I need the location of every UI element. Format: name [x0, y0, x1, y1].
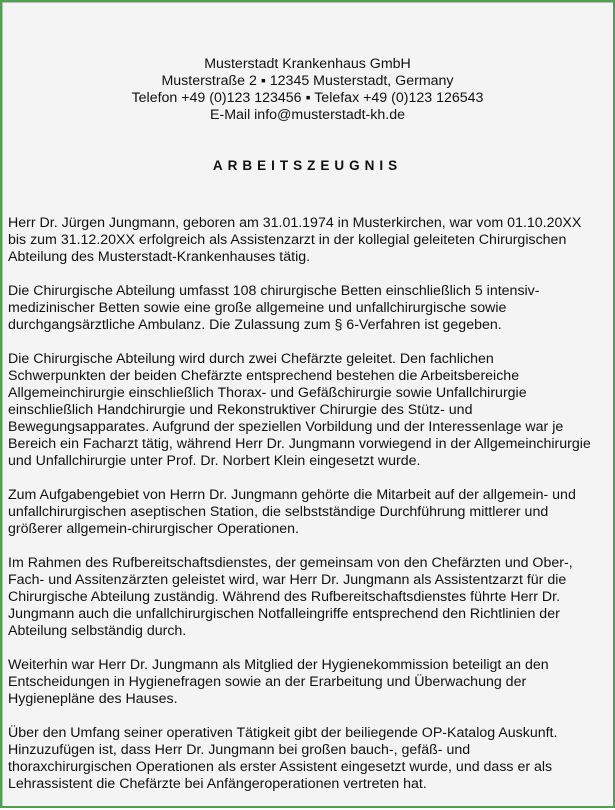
company-address: Musterstraße 2 ▪ 12345 Musterstadt, Germany [161, 73, 454, 89]
text-line: Lehrassistent die Chefärzte bei Anfängeroperationen vertreten hat. [8, 776, 427, 792]
text-line: Bewegungsapparates. Aufgrund der speziellen Vorbildung und der Interessenlage war je [8, 419, 564, 435]
paragraph [8, 555, 612, 640]
document-title: ARBEITSZEUGNIS [212, 158, 403, 173]
text-line: Abteilung selbständig durch. [8, 623, 187, 639]
text-line: Im Rahmen des Rufbereitschaftsdienstes, der gemeinsam von den Chefärzten und Ober-, [8, 555, 573, 571]
text-line: Entscheidungen in Hygienefragen sowie an der Erarbeitung und Überwachung der [8, 674, 527, 690]
text-line: Die Chirurgische Abteilung umfasst 108 chirurgische Betten einschließlich 5 intensiv- [8, 283, 540, 299]
text-line: Schwerpunkten der beiden Chefärzte entsprechend bestehen die Arbeitsbereiche [8, 368, 520, 384]
text-line: Jungmann auch die unfallchirurgischen Notfalleingriffe entsprechend den Richtlinien der [8, 606, 560, 622]
company-phone-fax: Telefon +49 (0)123 123456 ▪ Telefax +49 (0)123 126543 [131, 90, 484, 106]
text-line: einschließlich Handchirurgie und Rekonstruktiver Chirurgie des Stütz- und [8, 402, 473, 418]
text-line: bis zum 31.12.20XX erfolgreich als Assistenzarzt in der kollegial geleiteten Chirurgischen [8, 232, 567, 248]
text-line: thoraxchirurgischen Operationen als erster Assistent eingesetzt wurde, und dass er als [8, 759, 553, 775]
text-line: Abteilung des Musterstadt-Krankenhauses tätig. [8, 249, 311, 265]
company-email: E-Mail info@musterstadt-kh.de [210, 107, 405, 123]
text-line: Bereich ein Facharzt tätig, während Herr Dr. Jungmann vorwiegend in der Allgemeinchirurgie [8, 436, 591, 452]
text-line: Weiterhin war Herr Dr. Jungmann als Mitglied der Hygienekommission beteiligt an den [8, 657, 549, 673]
text-line: Allgemeinchirurgie einschließlich Thorax- und Gefäßchirurgie sowie Unfallchirurgie [8, 385, 527, 401]
letterhead [2, 56, 613, 124]
text-line: Über den Umfang seiner operativen Tätigkeit gibt der beiliegende OP-Katalog Auskunft. [8, 725, 558, 741]
text-line: Zum Aufgabengebiet von Herrn Dr. Jungmann gehörte die Mitarbeit auf der allgemein- und [8, 487, 576, 503]
paragraph [8, 351, 612, 470]
paragraph [8, 725, 612, 793]
text-line: Hinzuzufügen ist, dass Herr Dr. Jungmann bei großen bauch-, gefäß- und [8, 742, 471, 758]
text-line: Hygienepläne des Hauses. [8, 691, 178, 707]
text-line: Fach- und Assitenzärzten geleistet wird, war Herr Dr. Jungmann als Assistentzarzt für die [8, 572, 567, 588]
document-body [8, 215, 612, 810]
text-line: Chirurgische Abteilung zuständig. Während des Rufbereitschaftsdienstes führte Herr Dr. [8, 589, 561, 605]
text-line: medizinischer Betten sowie eine große allgemeine und unfallchirurgische sowie [8, 300, 507, 316]
text-line: und Unfallchirurgie unter Prof. Dr. Norbert Klein eingesetzt wurde. [8, 453, 421, 469]
text-line: unfallchirurgischen aseptischen Station, die selbstständige Durchführung mittlerer und [8, 504, 549, 520]
paragraph [8, 215, 612, 266]
company-name: Musterstadt Krankenhaus GmbH [204, 56, 411, 72]
paragraph [8, 657, 612, 708]
text-line: Die Chirurgische Abteilung wird durch zwei Chefärzte geleitet. Den fachlichen [8, 351, 494, 367]
text-line: Herr Dr. Jürgen Jungmann, geboren am 31.01.1974 in Musterkirchen, war vom 01.10.20XX [8, 215, 582, 231]
paragraph [8, 487, 612, 538]
text-line: durchgangsärztliche Ambulanz. Die Zulassung zum § 6-Verfahren ist gegeben. [8, 317, 502, 333]
paragraph [8, 283, 612, 334]
text-line: größerer allgemein-chirurgischer Operationen. [8, 521, 299, 537]
